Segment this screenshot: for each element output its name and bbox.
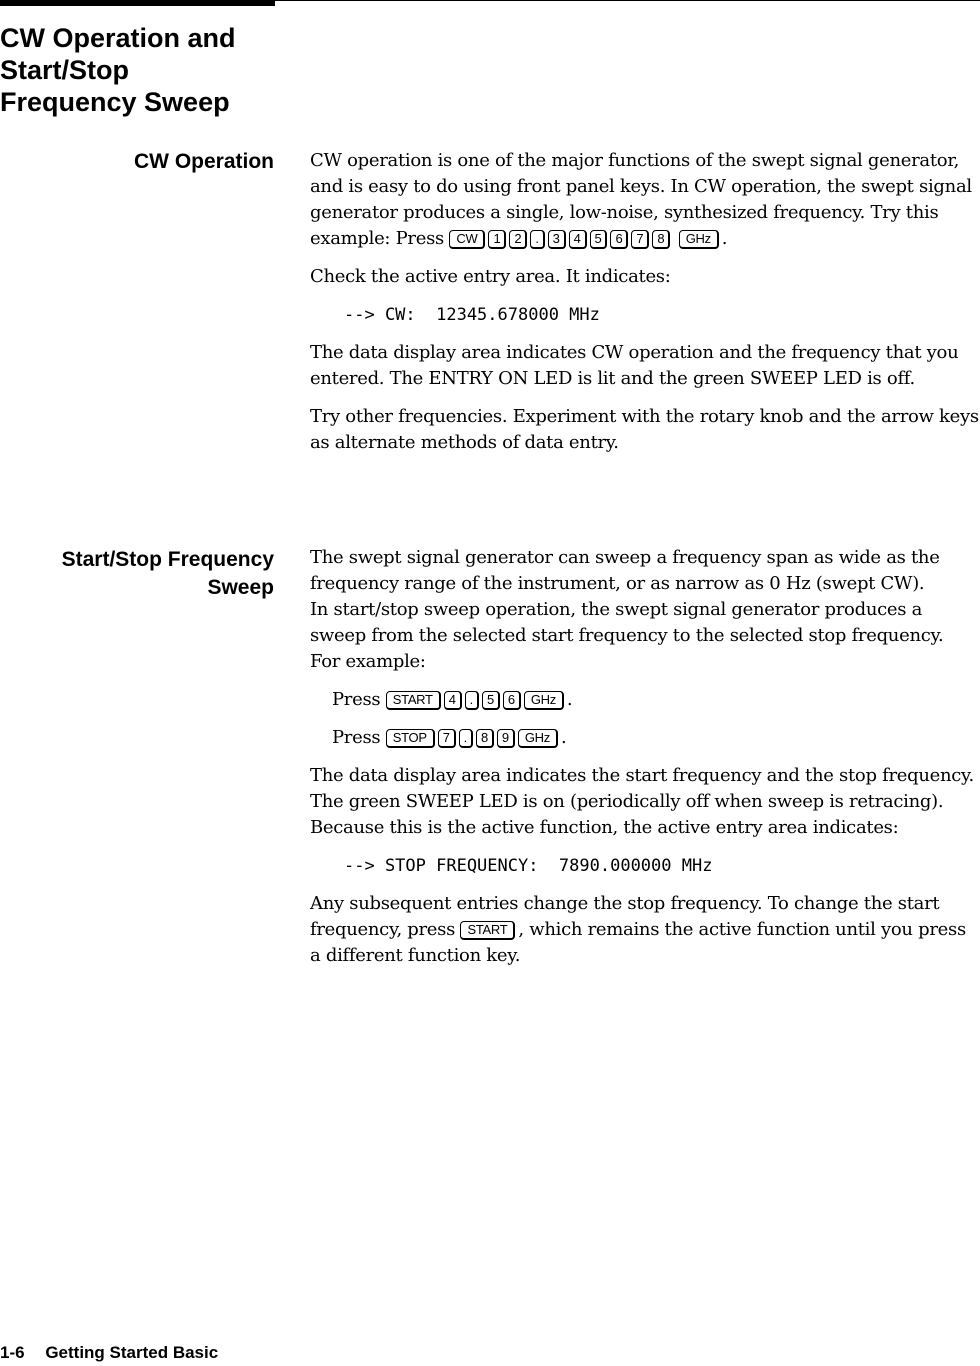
key-6: 6 xyxy=(503,691,521,710)
cw-heading xyxy=(134,148,274,176)
key-decimal: . xyxy=(459,729,473,748)
cw-active-entry-readout: --> CW: 12345.678000 MHz xyxy=(344,305,600,325)
cw-display-paragraph: The data display area indicates CW operation and the frequency that you entered. The ENTRY ON LED is lit and the green SWEEP LED is off. xyxy=(310,342,959,389)
sweep-heading xyxy=(62,546,274,602)
cw-try-paragraph: Try other frequencies. Experiment with the rotary knob and the arrow keys as alternate methods of data entry. xyxy=(310,406,979,453)
key-cw: CW xyxy=(449,230,485,249)
key-7: 7 xyxy=(438,729,456,748)
press-label: Press xyxy=(332,689,381,710)
key-8: 8 xyxy=(476,729,494,748)
key-2: 2 xyxy=(509,230,527,249)
key-start: START xyxy=(460,921,515,940)
key-stop: STOP xyxy=(386,729,435,748)
key-9: 9 xyxy=(497,729,515,748)
key-ghz: GHz xyxy=(524,691,564,710)
top-rule-thin xyxy=(275,0,980,1)
sweep-section xyxy=(310,545,980,969)
footer-section-title: Getting Started Basic xyxy=(45,1343,219,1362)
top-rule-thick xyxy=(0,0,275,6)
sweep-active-entry-readout: --> STOP FREQUENCY: 7890.000000 MHz xyxy=(344,856,713,876)
key-3: 3 xyxy=(548,230,566,249)
key-ghz: GHz xyxy=(518,729,558,748)
key-4: 4 xyxy=(569,230,587,249)
key-ghz: GHz xyxy=(679,230,719,249)
cw-check-paragraph: Check the active entry area. It indicates: xyxy=(310,266,671,287)
sweep-heading-line: Start/Stop Frequency xyxy=(61,548,274,571)
key-start: START xyxy=(386,691,441,710)
sweep-display-paragraph: The data display area indicates the start frequency and the stop frequency. The green SWEEP LED is on (periodically off when sweep is retracing). Because this is the active function, the active entry area indicates: xyxy=(310,765,974,838)
key-5: 5 xyxy=(590,230,608,249)
start-example-line: Press START 4 . 5 6 GHz . xyxy=(332,689,573,710)
key-decimal: . xyxy=(530,230,544,249)
cw-heading-text: CW Operation xyxy=(134,150,274,173)
key-6: 6 xyxy=(610,230,628,249)
page-number: 1-6 xyxy=(0,1343,25,1362)
sweep-intro-paragraph: The swept signal generator can sweep a frequency span as wide as the frequency range of the instrument, or as narrow as 0 Hz (swept CW). xyxy=(310,547,940,594)
page-footer xyxy=(0,1343,234,1363)
subsequent-text-a: Any subsequent entries change the stop frequency. To change the start frequency, press xyxy=(310,893,940,940)
sweep-example-label: For example: xyxy=(310,651,426,672)
key-5: 5 xyxy=(482,691,500,710)
press-label: Press xyxy=(332,727,381,748)
key-8: 8 xyxy=(652,230,670,249)
subsequent-text-b: , which remains the active function until you press a different function key. xyxy=(310,919,966,966)
sweep-operation-paragraph: In start/stop sweep operation, the swept signal generator produces a sweep from the selected start frequency to the selected stop frequency. xyxy=(310,599,944,646)
cw-section xyxy=(310,148,980,456)
stop-example-line: Press STOP 7 . 8 9 GHz . xyxy=(332,727,567,748)
key-7: 7 xyxy=(631,230,649,249)
key-1: 1 xyxy=(488,230,506,249)
chapter-title-line: CW Operation and xyxy=(0,23,236,53)
chapter-title-line: Start/Stop xyxy=(0,55,130,85)
chapter-title xyxy=(0,22,300,118)
cw-intro-paragraph: CW operation is one of the major functions of the swept signal generator, and is easy to do using front panel keys. In CW operation, the swept signal generator produces a single, low-noise, synthesized frequency. Try this example: Press CW 1 2 . 3 4 5 6 7 8 GHz . xyxy=(310,150,972,249)
key-4: 4 xyxy=(444,691,462,710)
sweep-subsequent-paragraph xyxy=(310,891,980,969)
cw-intro-text: CW operation is one of the major functions of the swept signal generator, and is easy to do using front panel keys. In CW operation, the swept signal generator produces a single, low-noise, synthesized frequency. Try this example: Press xyxy=(310,150,972,249)
chapter-title-line: Frequency Sweep xyxy=(0,87,230,117)
sweep-heading-line: Sweep xyxy=(207,576,274,599)
key-decimal: . xyxy=(465,691,479,710)
